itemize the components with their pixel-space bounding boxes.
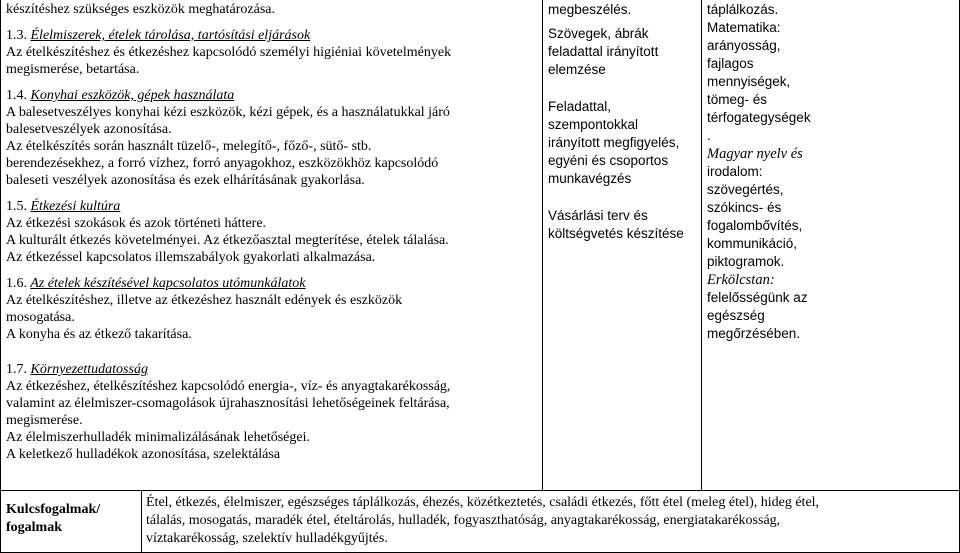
keywords-label-line: fogalmak — [6, 520, 62, 535]
section-heading-1-7: 1.7. Környezettudatosság — [6, 362, 148, 377]
intro-line: készítéshez szükséges eszközök meghatározása. — [6, 2, 275, 17]
connections-line: kommunikáció, — [707, 236, 798, 251]
section-line: Az étkezéshez, ételkészítéshez kapcsolódó energia-, víz- és anyagtakarékosság, — [6, 379, 451, 394]
connections-line: irodalom: — [707, 164, 763, 179]
column-divider-1 — [542, 0, 543, 490]
section-line: Az ételkészítés során használt tüzelő-, melegítő-, főző-, sütő- stb. — [6, 139, 372, 154]
section-heading-1-4: 1.4. Konyhai eszközök, gépek használata — [6, 88, 235, 103]
section-line: megismerése, betartása. — [6, 62, 140, 77]
methods-line: Szövegek, ábrák — [548, 26, 649, 41]
section-line: valamint az élelmiszer-csomagolások újrahasznosítási lehetőségeinek feltárása, — [6, 396, 450, 411]
connections-line: egészség — [707, 308, 765, 323]
section-line: A balesetveszélyes konyhai kézi eszközök, kézi gépek, és a használatukkal járó — [6, 105, 450, 120]
connections-line: . — [707, 128, 711, 143]
column-divider-2 — [701, 0, 702, 490]
section-line: megismerése. — [6, 413, 83, 428]
connection-subject-label: Magyar nyelv és — [707, 146, 803, 162]
section-line: Az étkezéssel kapcsolatos illemszabályok gyakorlati alkalmazása. — [6, 250, 376, 265]
methods-line: Feladattal, — [548, 99, 612, 114]
row-divider — [0, 490, 960, 491]
connection-subject-label: Matematika: — [707, 20, 781, 35]
methods-line: egyéni és csoportos — [548, 153, 669, 168]
section-line: Az étkezési szokások és azok történeti háttere. — [6, 216, 267, 231]
methods-line: költségvetés készítése — [548, 226, 684, 241]
section-line: A keletkező hulladékok azonosítása, szelektálása — [6, 447, 281, 462]
section-heading-1-3: 1.3. Élelmiszerek, ételek tárolása, tartósítási eljárások — [6, 28, 311, 43]
connections-line: tömeg- és — [707, 92, 768, 107]
keywords-label — [6, 501, 141, 537]
connections-column — [707, 1, 819, 343]
section-line: Az ételkészítéshez és étkezéshez kapcsolódó személyi higiéniai követelmények — [6, 45, 452, 60]
connections-line: szókincs- és — [707, 200, 782, 215]
section-heading-1-6: 1.6. Az ételek készítésével kapcsolatos utómunkálatok — [6, 276, 306, 291]
keywords-values — [146, 494, 956, 548]
section-line: baleseti veszélyek azonosítása és ezek elhárításának gyakorlása. — [6, 173, 365, 188]
methods-line: megbeszélés. — [548, 2, 632, 17]
section-line: Az élelmiszerhulladék minimalizálásának lehetőségei. — [6, 430, 310, 445]
methods-line: Vásárlási terv és — [548, 208, 648, 223]
connections-line: arányosság, — [707, 38, 781, 53]
methods-line: elemzése — [548, 62, 606, 77]
connections-line: fajlagos — [707, 56, 754, 71]
keyword-divider — [141, 490, 142, 553]
connections-line: fogalombővítés, — [707, 218, 803, 233]
section-line: balesetveszélyek azonosítása. — [6, 122, 172, 137]
methods-line: feladattal irányított — [548, 44, 659, 59]
methods-column — [548, 1, 700, 243]
connections-line: felelősségünk az — [707, 290, 808, 305]
methods-line: munkavégzés — [548, 171, 632, 186]
keywords-line: tálalás, mosogatás, maradék étel, ételtárolás, hulladék, fogyaszthatóság, anyagtakarékosság, energiatakarékosság, — [146, 513, 781, 528]
connections-line: piktogramok. — [707, 254, 785, 269]
section-line: A kulturált étkezés követelményei. Az étkezőasztal megterítése, ételek tálalása. — [6, 233, 449, 248]
section-line: berendezésekhez, a forró vízhez, forró anyagokhoz, eszközökhöz kapcsolódó — [6, 156, 439, 171]
section-line: A konyha és az étkező takarítása. — [6, 327, 192, 342]
content-column — [6, 1, 541, 463]
connections-line: szövegértés, — [707, 182, 784, 197]
connections-line: táplálkozás. — [707, 2, 779, 17]
connections-line: térfogategységek — [707, 110, 811, 125]
keywords-line: víztakarékosság, szelektív hulladékgyűjtés. — [146, 531, 388, 546]
connection-subject-label: Erkölcstan: — [707, 272, 775, 288]
section-line: mosogatása. — [6, 310, 75, 325]
connections-line: mennyiségek, — [707, 74, 791, 89]
section-heading-1-5: 1.5. Étkezési kultúra — [6, 199, 121, 214]
keywords-line: Étel, étkezés, élelmiszer, egészséges táplálkozás, éhezés, közétkeztetés, családi étkezés, főtt étel (meleg étel), hideg étel, — [146, 495, 820, 510]
methods-line: szempontokkal — [548, 117, 639, 132]
keywords-label-line: Kulcsfogalmak/ — [6, 502, 101, 517]
connections-line: megőrzésében. — [707, 326, 801, 341]
section-line: Az ételkészítéshez, illetve az étkezéshez használt edények és eszközök — [6, 293, 403, 308]
methods-line: irányított megfigyelés, — [548, 135, 680, 150]
table-border-left — [0, 0, 1, 553]
